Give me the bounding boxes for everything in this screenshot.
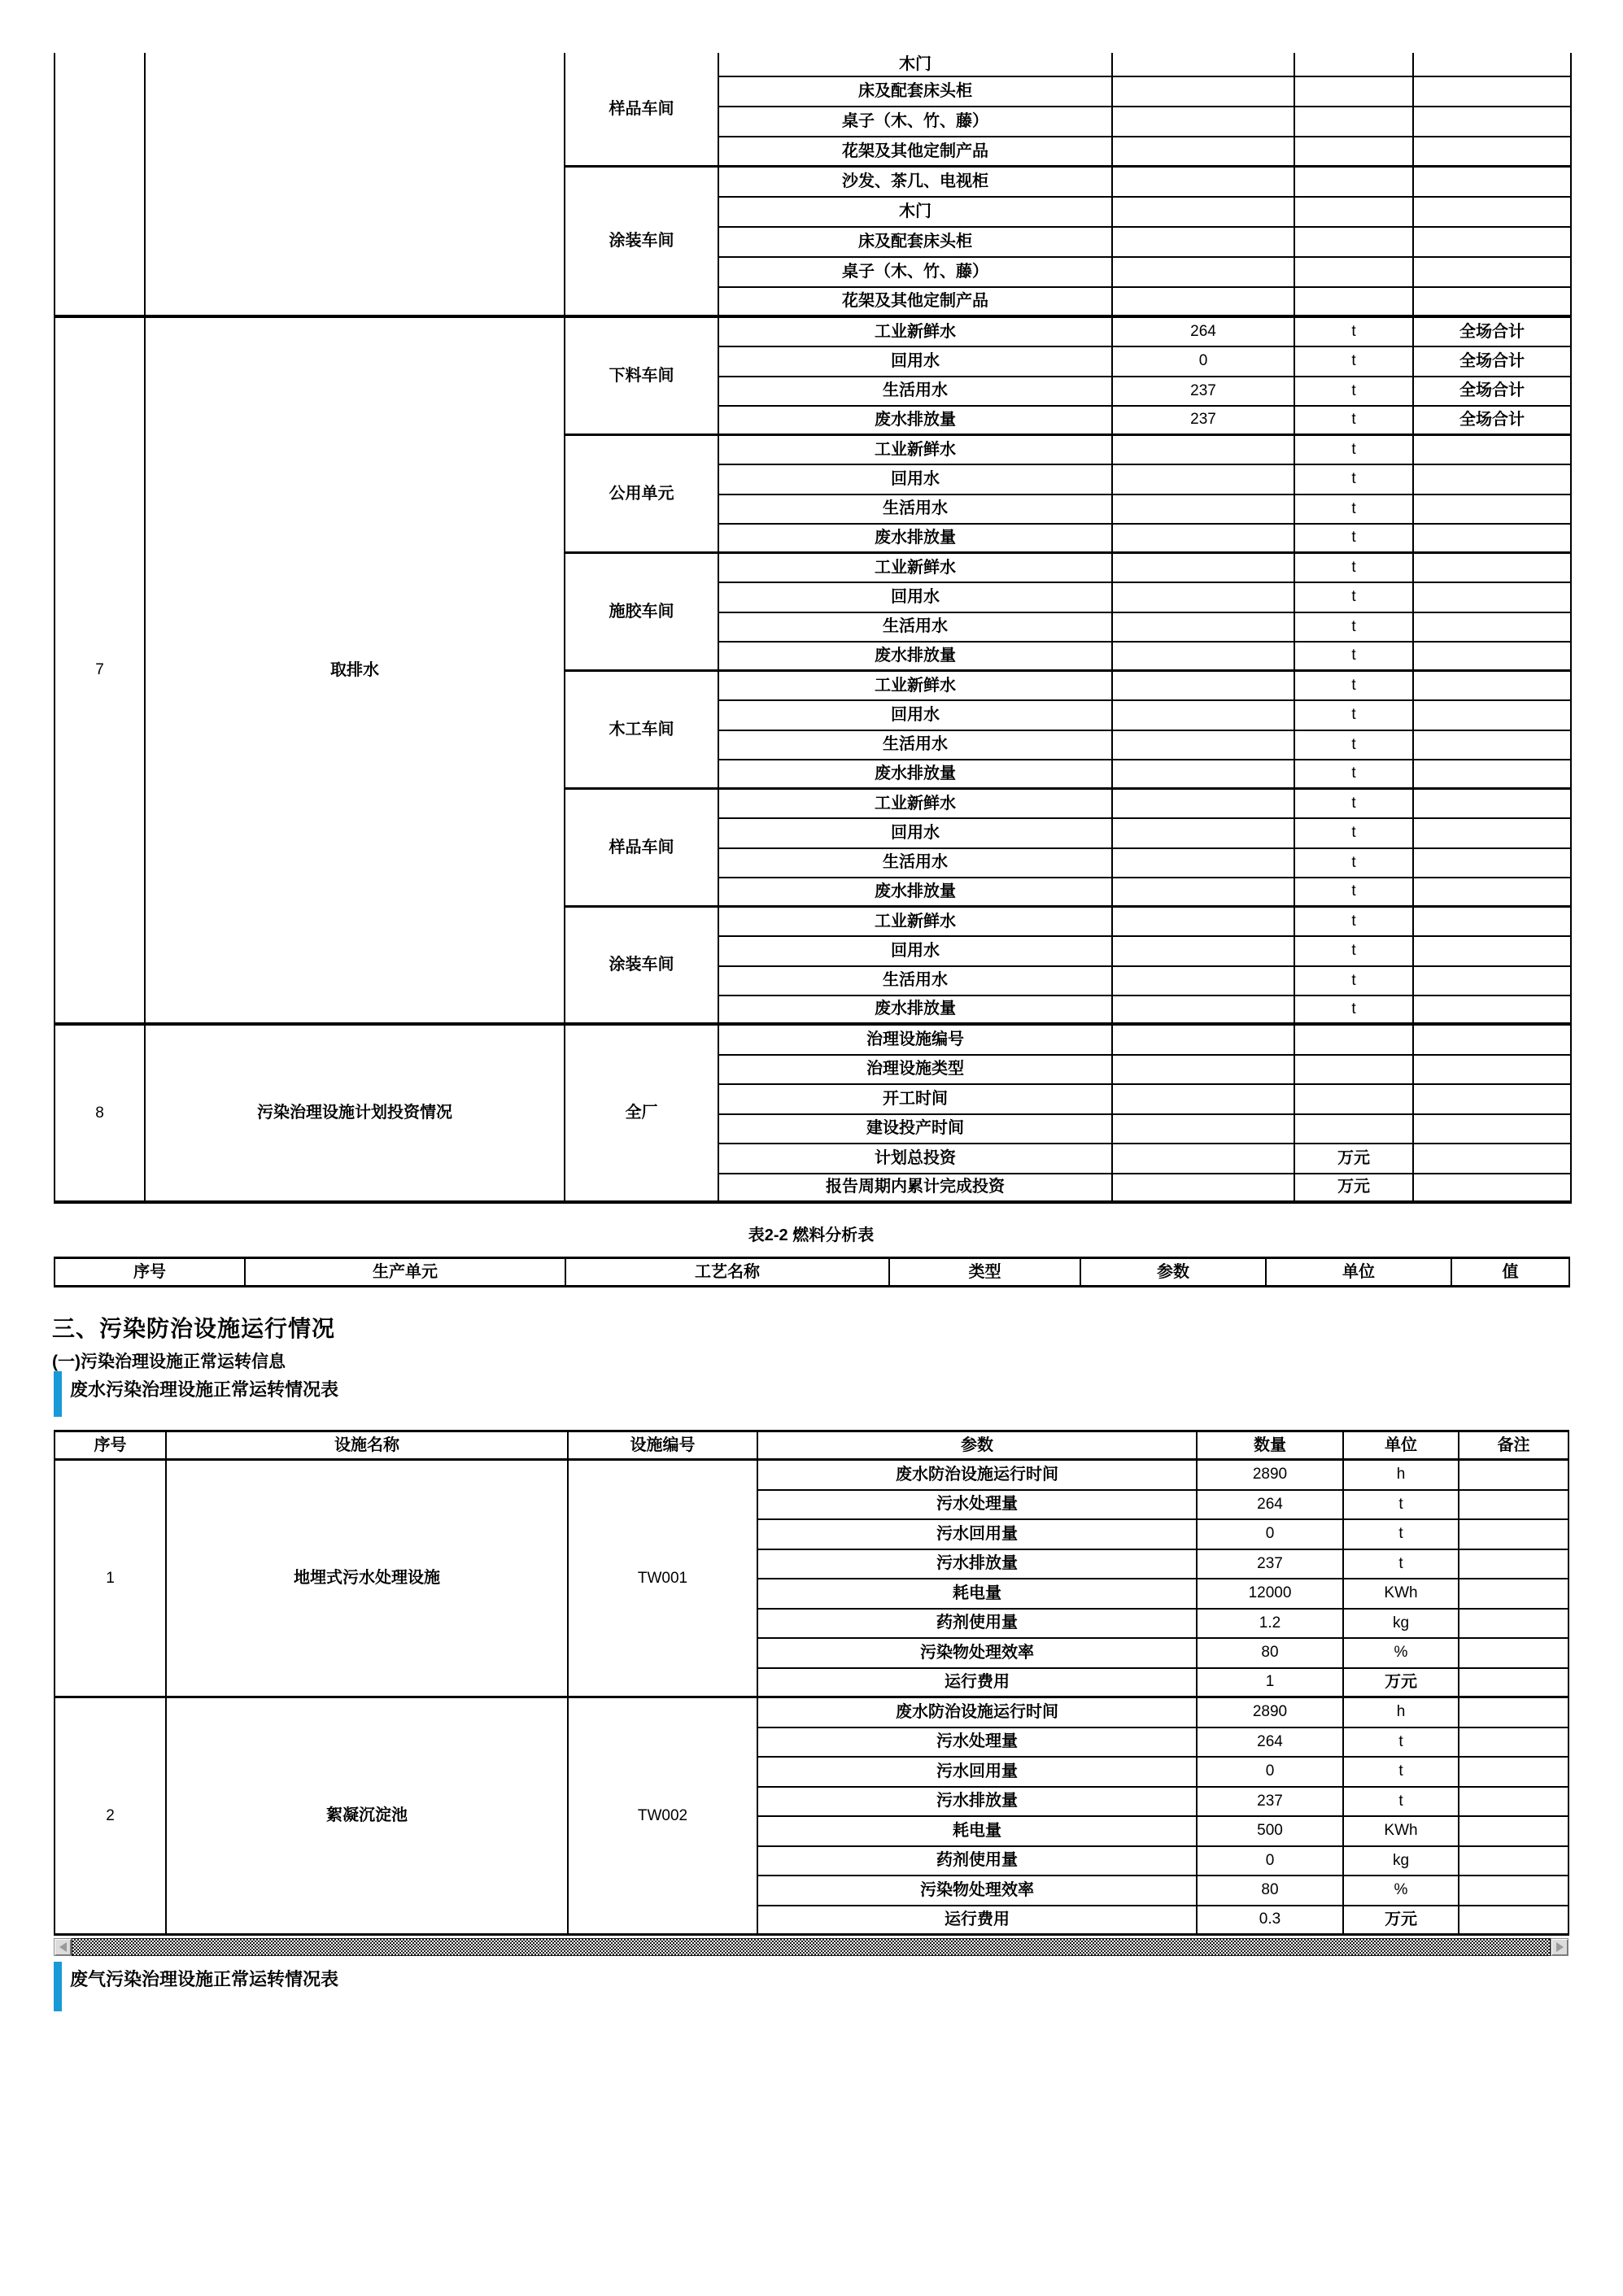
cell-param: 工业新鲜水	[719, 554, 1113, 583]
cell-note	[1459, 1728, 1569, 1758]
cell-unit	[1295, 1085, 1414, 1115]
cell-note: 全场合计	[1414, 407, 1572, 436]
cell-note	[1414, 198, 1572, 228]
cell-seq	[55, 53, 146, 318]
cell-value	[1113, 107, 1295, 137]
cell-param: 废水排放量	[719, 643, 1113, 672]
cell-note	[1414, 819, 1572, 848]
cell-note	[1414, 1115, 1572, 1145]
cell-unit	[1295, 1115, 1414, 1145]
cell-value	[1113, 554, 1295, 583]
cell-unit: 万元	[1344, 1669, 1459, 1699]
cell-note	[1414, 878, 1572, 908]
cell-unit: kg	[1344, 1847, 1459, 1877]
cell-workshop: 施胶车间	[565, 554, 719, 672]
cell-param: 废水排放量	[719, 878, 1113, 908]
cell-value	[1113, 937, 1295, 966]
cell-unit: t	[1344, 1491, 1459, 1521]
cell-unit: t	[1344, 1520, 1459, 1550]
cell-note	[1414, 908, 1572, 937]
header-cell: 工艺名称	[566, 1259, 890, 1287]
cell-note	[1459, 1847, 1569, 1877]
cell-note	[1414, 228, 1572, 258]
cell-value: 1.2	[1198, 1610, 1344, 1640]
cell-value	[1113, 53, 1295, 77]
cell-value: 264	[1198, 1728, 1344, 1758]
cell-value	[1113, 1085, 1295, 1115]
cell-value: 0.3	[1198, 1906, 1344, 1937]
cell-unit: t	[1344, 1758, 1459, 1788]
cell-value	[1113, 819, 1295, 848]
cell-value	[1113, 1174, 1295, 1205]
cell-param: 耗电量	[758, 1817, 1198, 1847]
cell-unit: t	[1295, 967, 1414, 996]
cell-note	[1459, 1461, 1569, 1491]
header-cell: 备注	[1459, 1432, 1569, 1461]
cell-value	[1113, 701, 1295, 730]
cell-workshop: 全厂	[565, 1026, 719, 1204]
cell-seq: 8	[55, 1026, 146, 1204]
cell-value: 12000	[1198, 1579, 1344, 1610]
cell-note	[1459, 1906, 1569, 1937]
cell-unit: t	[1295, 318, 1414, 347]
cell-value: 80	[1198, 1876, 1344, 1906]
cell-note	[1414, 137, 1572, 168]
cell-value	[1113, 643, 1295, 672]
cell-note: 全场合计	[1414, 318, 1572, 347]
header-cell: 序号	[55, 1432, 167, 1461]
cell-param: 耗电量	[758, 1579, 1198, 1610]
header-cell: 参数	[758, 1432, 1198, 1461]
cell-value	[1113, 878, 1295, 908]
cell-param: 运行费用	[758, 1669, 1198, 1699]
cell-unit	[1295, 288, 1414, 318]
cell-param: 工业新鲜水	[719, 672, 1113, 701]
cell-production-unit: 取排水	[146, 318, 565, 1026]
cell-unit: %	[1344, 1639, 1459, 1669]
cell-param: 工业新鲜水	[719, 908, 1113, 937]
cell-param: 药剂使用量	[758, 1847, 1198, 1877]
cell-note	[1414, 1056, 1572, 1086]
gas-table-label: 废气污染治理设施正常运转情况表	[70, 1969, 339, 1989]
cell-value	[1113, 731, 1295, 760]
cell-value: 0	[1198, 1847, 1344, 1877]
cell-value	[1113, 228, 1295, 258]
cell-note	[1459, 1817, 1569, 1847]
cell-param: 木门	[719, 53, 1113, 77]
cell-unit: t	[1344, 1728, 1459, 1758]
cell-unit: t	[1295, 819, 1414, 848]
cell-unit	[1295, 258, 1414, 288]
cell-facility-name: 絮凝沉淀池	[167, 1698, 569, 1936]
header-cell: 设施名称	[167, 1432, 569, 1461]
cell-unit: t	[1295, 996, 1414, 1026]
cell-param: 污水排放量	[758, 1550, 1198, 1580]
cell-unit	[1295, 1026, 1414, 1056]
cell-param: 药剂使用量	[758, 1610, 1198, 1640]
cell-value: 264	[1113, 318, 1295, 347]
cell-param: 工业新鲜水	[719, 318, 1113, 347]
cell-note	[1459, 1639, 1569, 1669]
cell-value	[1113, 198, 1295, 228]
cell-note	[1414, 996, 1572, 1026]
cell-unit: t	[1295, 554, 1414, 583]
cell-seq: 7	[55, 318, 146, 1026]
cell-unit	[1295, 107, 1414, 137]
cell-unit: t	[1295, 908, 1414, 937]
header-cell: 数量	[1198, 1432, 1344, 1461]
cell-note	[1414, 790, 1572, 819]
cell-unit: t	[1295, 849, 1414, 878]
cell-workshop: 木工车间	[565, 672, 719, 790]
header-cell: 类型	[890, 1259, 1081, 1287]
cell-unit: t	[1295, 465, 1414, 494]
production-overview-table	[54, 53, 1572, 1204]
cell-value: 264	[1198, 1491, 1344, 1521]
cell-unit: 万元	[1344, 1906, 1459, 1937]
cell-value	[1113, 672, 1295, 701]
cell-param: 废水排放量	[719, 525, 1113, 554]
cell-workshop: 涂装车间	[565, 908, 719, 1026]
cell-value	[1113, 996, 1295, 1026]
cell-workshop: 公用单元	[565, 436, 719, 554]
cell-note	[1414, 613, 1572, 643]
cell-unit: t	[1295, 878, 1414, 908]
cell-value: 237	[1113, 377, 1295, 407]
cell-production-unit: 污染治理设施计划投资情况	[146, 1026, 565, 1204]
header-cell: 单位	[1267, 1259, 1452, 1287]
cell-unit	[1295, 77, 1414, 107]
cell-value	[1113, 583, 1295, 612]
cell-note	[1414, 168, 1572, 198]
cell-unit	[1295, 1056, 1414, 1086]
cell-production-unit	[146, 53, 565, 318]
cell-seq: 1	[55, 1461, 167, 1698]
cell-unit: t	[1295, 790, 1414, 819]
cell-value	[1113, 613, 1295, 643]
cell-param: 污染物处理效率	[758, 1876, 1198, 1906]
cell-param: 生活用水	[719, 613, 1113, 643]
fuel-analysis-table	[54, 1257, 1570, 1287]
cell-value	[1113, 1144, 1295, 1174]
right-arrow-icon	[1556, 1942, 1564, 1952]
cell-param: 花架及其他定制产品	[719, 288, 1113, 318]
cell-unit: h	[1344, 1698, 1459, 1728]
cell-unit: t	[1295, 347, 1414, 377]
cell-note	[1414, 495, 1572, 525]
cell-note	[1414, 53, 1572, 77]
cell-note	[1414, 436, 1572, 465]
cell-value: 2890	[1198, 1461, 1344, 1491]
section-heading: 三、污染防治设施运行情况	[52, 1316, 336, 1341]
accent-bar	[54, 1962, 62, 2011]
cell-note	[1414, 672, 1572, 701]
cell-value	[1113, 849, 1295, 878]
scroll-left-button[interactable]	[54, 1938, 72, 1956]
cell-facility-code: TW001	[569, 1461, 758, 1698]
cell-note	[1414, 760, 1572, 790]
cell-note	[1459, 1669, 1569, 1699]
cell-unit	[1295, 198, 1414, 228]
cell-param: 废水排放量	[719, 760, 1113, 790]
cell-unit	[1295, 228, 1414, 258]
cell-param: 开工时间	[719, 1085, 1113, 1115]
cell-unit	[1295, 137, 1414, 168]
cell-note	[1459, 1520, 1569, 1550]
cell-note	[1414, 731, 1572, 760]
cell-unit: t	[1344, 1550, 1459, 1580]
cell-value	[1113, 258, 1295, 288]
header-cell: 值	[1452, 1259, 1570, 1287]
left-arrow-icon	[59, 1942, 67, 1952]
cell-param: 回用水	[719, 347, 1113, 377]
cell-unit: 万元	[1295, 1144, 1414, 1174]
cell-unit: %	[1344, 1876, 1459, 1906]
wastewater-facility-table	[54, 1430, 1569, 1936]
scroll-right-button[interactable]	[1551, 1938, 1568, 1956]
cell-param: 生活用水	[719, 967, 1113, 996]
horizontal-scrollbar[interactable]	[54, 1938, 1568, 1956]
cell-workshop: 样品车间	[565, 790, 719, 908]
cell-unit: t	[1344, 1788, 1459, 1818]
cell-unit: h	[1344, 1461, 1459, 1491]
cell-param: 污水处理量	[758, 1491, 1198, 1521]
cell-note	[1414, 465, 1572, 494]
cell-note	[1414, 583, 1572, 612]
cell-note	[1414, 107, 1572, 137]
header-cell: 序号	[55, 1259, 246, 1287]
cell-param: 花架及其他定制产品	[719, 137, 1113, 168]
cell-value: 237	[1198, 1788, 1344, 1818]
cell-value	[1113, 908, 1295, 937]
cell-value: 0	[1198, 1520, 1344, 1550]
cell-note	[1414, 1144, 1572, 1174]
scrollbar-track[interactable]	[72, 1938, 1551, 1956]
header-cell: 参数	[1081, 1259, 1267, 1287]
cell-value	[1113, 436, 1295, 465]
header-cell: 设施编号	[569, 1432, 758, 1461]
cell-param: 废水排放量	[719, 407, 1113, 436]
cell-note: 全场合计	[1414, 347, 1572, 377]
cell-param: 生活用水	[719, 377, 1113, 407]
cell-param: 治理设施编号	[719, 1026, 1113, 1056]
cell-note	[1459, 1610, 1569, 1640]
cell-workshop: 样品车间	[565, 53, 719, 168]
cell-note	[1459, 1550, 1569, 1580]
cell-param: 沙发、茶几、电视柜	[719, 168, 1113, 198]
cell-note	[1414, 1085, 1572, 1115]
cell-note	[1414, 643, 1572, 672]
cell-param: 废水排放量	[719, 996, 1113, 1026]
cell-param: 报告周期内累计完成投资	[719, 1174, 1113, 1205]
cell-unit: t	[1295, 613, 1414, 643]
cell-param: 床及配套床头柜	[719, 228, 1113, 258]
cell-unit: t	[1295, 701, 1414, 730]
cell-param: 建设投产时间	[719, 1115, 1113, 1145]
cell-value	[1113, 465, 1295, 494]
cell-note	[1414, 1026, 1572, 1056]
cell-param: 回用水	[719, 701, 1113, 730]
cell-note	[1414, 525, 1572, 554]
subsection-heading: (一)污染治理设施正常运转信息	[52, 1353, 286, 1371]
cell-value	[1113, 790, 1295, 819]
cell-param: 运行费用	[758, 1906, 1198, 1937]
cell-param: 污水回用量	[758, 1520, 1198, 1550]
cell-param: 污水处理量	[758, 1728, 1198, 1758]
cell-note	[1459, 1758, 1569, 1788]
cell-param: 桌子（木、竹、藤）	[719, 258, 1113, 288]
cell-value: 0	[1198, 1758, 1344, 1788]
cell-value	[1113, 495, 1295, 525]
cell-unit: KWh	[1344, 1579, 1459, 1610]
cell-param: 回用水	[719, 583, 1113, 612]
cell-unit: t	[1295, 495, 1414, 525]
cell-value	[1113, 1115, 1295, 1145]
cell-param: 桌子（木、竹、藤）	[719, 107, 1113, 137]
cell-unit: 万元	[1295, 1174, 1414, 1205]
cell-param: 生活用水	[719, 731, 1113, 760]
cell-note	[1414, 554, 1572, 583]
cell-value	[1113, 288, 1295, 318]
cell-unit	[1295, 53, 1414, 77]
cell-facility-name: 地埋式污水处理设施	[167, 1461, 569, 1698]
cell-note: 全场合计	[1414, 377, 1572, 407]
cell-note	[1414, 288, 1572, 318]
cell-param: 污水排放量	[758, 1788, 1198, 1818]
cell-unit: t	[1295, 643, 1414, 672]
cell-workshop: 下料车间	[565, 318, 719, 436]
cell-param: 治理设施类型	[719, 1056, 1113, 1086]
cell-value: 500	[1198, 1817, 1344, 1847]
cell-value: 0	[1113, 347, 1295, 377]
cell-value	[1113, 967, 1295, 996]
cell-param: 废水防治设施运行时间	[758, 1698, 1198, 1728]
cell-unit: t	[1295, 731, 1414, 760]
cell-value: 80	[1198, 1639, 1344, 1669]
cell-unit: t	[1295, 377, 1414, 407]
cell-unit	[1295, 168, 1414, 198]
cell-param: 工业新鲜水	[719, 436, 1113, 465]
cell-note	[1414, 258, 1572, 288]
fuel-table-caption: 表2-2 燃料分析表	[748, 1226, 875, 1244]
cell-note	[1459, 1876, 1569, 1906]
cell-seq: 2	[55, 1698, 167, 1936]
cell-note	[1414, 849, 1572, 878]
cell-note	[1414, 701, 1572, 730]
cell-param: 废水防治设施运行时间	[758, 1461, 1198, 1491]
cell-unit: kg	[1344, 1610, 1459, 1640]
cell-value: 2890	[1198, 1698, 1344, 1728]
cell-note	[1414, 967, 1572, 996]
cell-param: 计划总投资	[719, 1144, 1113, 1174]
cell-value	[1113, 1056, 1295, 1086]
cell-note	[1414, 77, 1572, 107]
cell-unit: t	[1295, 583, 1414, 612]
cell-param: 回用水	[719, 819, 1113, 848]
cell-param: 污染物处理效率	[758, 1639, 1198, 1669]
cell-value	[1113, 525, 1295, 554]
cell-value	[1113, 137, 1295, 168]
cell-note	[1459, 1579, 1569, 1610]
cell-value: 1	[1198, 1669, 1344, 1699]
cell-workshop: 涂装车间	[565, 168, 719, 318]
cell-note	[1459, 1491, 1569, 1521]
cell-param: 木门	[719, 198, 1113, 228]
cell-unit: t	[1295, 760, 1414, 790]
cell-note	[1459, 1788, 1569, 1818]
cell-param: 工业新鲜水	[719, 790, 1113, 819]
header-cell: 单位	[1344, 1432, 1459, 1461]
cell-unit: t	[1295, 672, 1414, 701]
wastewater-table-label: 废水污染治理设施正常运转情况表	[70, 1379, 339, 1400]
cell-unit: t	[1295, 407, 1414, 436]
cell-note	[1414, 1174, 1572, 1205]
cell-unit: t	[1295, 436, 1414, 465]
cell-value	[1113, 1026, 1295, 1056]
header-cell: 生产单元	[246, 1259, 566, 1287]
cell-param: 回用水	[719, 937, 1113, 966]
cell-value	[1113, 77, 1295, 107]
cell-unit: t	[1295, 937, 1414, 966]
cell-facility-code: TW002	[569, 1698, 758, 1936]
cell-param: 污水回用量	[758, 1758, 1198, 1788]
cell-value: 237	[1198, 1550, 1344, 1580]
cell-value: 237	[1113, 407, 1295, 436]
cell-value	[1113, 168, 1295, 198]
cell-param: 生活用水	[719, 849, 1113, 878]
accent-bar	[54, 1371, 62, 1417]
cell-param: 床及配套床头柜	[719, 77, 1113, 107]
cell-param: 回用水	[719, 465, 1113, 494]
cell-note	[1414, 937, 1572, 966]
cell-unit: t	[1295, 525, 1414, 554]
cell-param: 生活用水	[719, 495, 1113, 525]
cell-unit: KWh	[1344, 1817, 1459, 1847]
cell-note	[1459, 1698, 1569, 1728]
cell-value	[1113, 760, 1295, 790]
